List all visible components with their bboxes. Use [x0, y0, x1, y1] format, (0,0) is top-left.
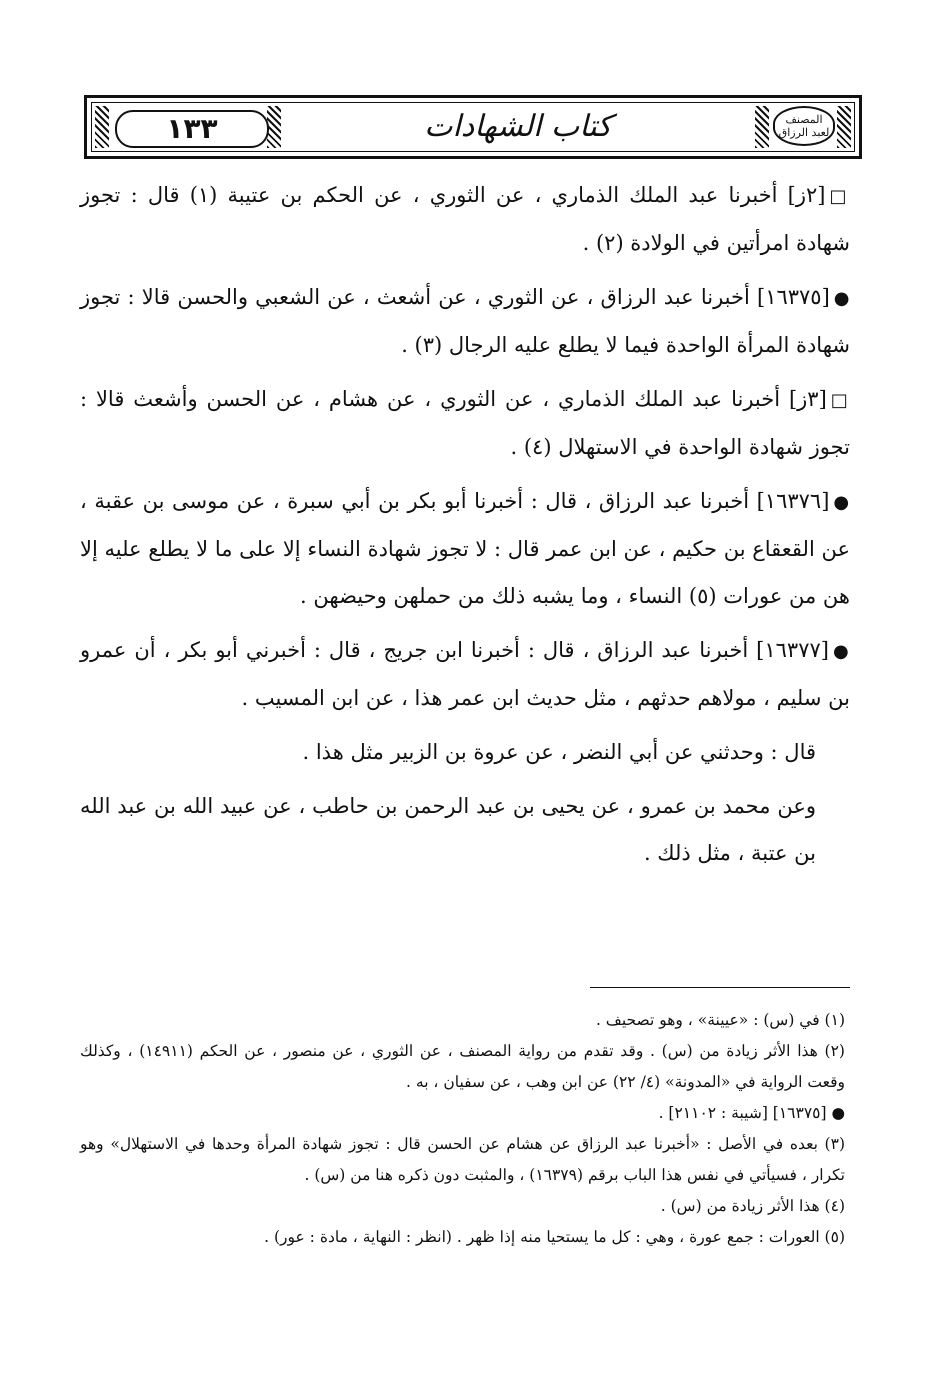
paragraph-text: [٢ز] أخبرنا عبد الملك الذماري ، عن الثوري ، عن الحكم بن عتيبة (١) قال : تجوز شهادة امرأتين في الولادة (٢) .: [80, 183, 850, 255]
footnote-2: (٢) هذا الأثر زيادة من (س) . وقد تقدم من رواية المصنف ، عن الثوري ، عن منصور ، عن الحكم (١٤٩١١) ، وكذلك وقعت الرواية في «المدونة» (٤/ ٢٢) عن ابن وهب ، عن سفيان ، به .: [80, 1042, 845, 1091]
paragraph-text: [١٦٣٧٦] أخبرنا عبد الرزاق ، قال : أخبرنا أبو بكر بن أبي سبرة ، عن موسى بن عقبة ، عن القعقاع بن حكيم ، عن ابن عمر قال : لا تجوز شهادة النساء إلا على ما لا يطلع عليه إلا هن من عورات (٥) النساء ، وما يشبه ذلك من حملهن وحيضهن .: [80, 489, 850, 608]
footnote-reference: ● [١٦٣٧٥] [شيبة : ٢١١٠٢] .: [658, 1104, 845, 1122]
ornament-left: [95, 106, 109, 148]
footnote-4: (٤) هذا الأثر زيادة من (س) .: [660, 1197, 845, 1215]
new-narration-marker: □: [829, 186, 850, 207]
page-number: ١٣٣: [115, 110, 269, 148]
footnotes: [80, 1005, 845, 1253]
paragraph-text: قال : وحدثني عن أبي النضر ، عن عروة بن الزبير مثل هذا .: [302, 740, 816, 764]
paragraph-1: [80, 172, 850, 267]
narration-bullet-marker: ●: [833, 492, 851, 513]
paragraph-text: وعن محمد بن عمرو ، عن يحيى بن عبد الرحمن بن حاطب ، عن عبيد الله بن عبد الله بن عتبة ، مثل ذلك .: [80, 794, 816, 865]
paragraph-2: [80, 274, 850, 369]
publisher-logo: المصنف لعبد الرزاق: [773, 106, 835, 146]
paragraph-7: [80, 783, 850, 877]
paragraph-4: [80, 478, 850, 620]
chapter-title: كتاب الشهادات: [424, 109, 612, 144]
new-narration-marker: □: [830, 390, 850, 411]
footnote-3: (٣) بعده في الأصل : «أخبرنا عبد الرزاق عن هشام عن الحسن قال : تجوز شهادة المرأة وحدها في الاستهلال» وهو تكرار ، فسيأتي في نفس هذا الباب برقم (١٦٣٧٩) ، والمثبت دون ذكره هنا من (س) .: [80, 1135, 845, 1184]
ornament-mid-left: [267, 106, 281, 148]
footnote-divider: [590, 987, 850, 988]
ornament-right: [837, 106, 851, 148]
narration-bullet-marker: ●: [833, 288, 850, 309]
main-text: [80, 172, 850, 884]
narration-bullet-marker: ●: [832, 641, 850, 662]
footnote-5: (٥) العورات : جمع عورة ، وهي : كل ما يستحيا منه إذا ظهر . (انظر : النهاية ، مادة : عور) .: [264, 1228, 845, 1246]
paragraph-text: [١٦٣٧٧] أخبرنا عبد الرزاق ، قال : أخبرنا ابن جريج ، قال : أخبرني أبو بكر ، أن عمرو بن سليم ، مولاهم حدثهم ، مثل حديث ابن عمر هذا ، عن ابن المسيب .: [80, 638, 850, 710]
paragraph-text: [٣ز] أخبرنا عبد الملك الذماري ، عن الثوري ، عن هشام ، عن الحسن وأشعث قالا : تجوز شهادة الواحدة في الاستهلال (٤) .: [80, 387, 850, 459]
ornament-mid-right: [755, 106, 769, 148]
paragraph-6: [80, 729, 850, 776]
paragraph-text: [١٦٣٧٥] أخبرنا عبد الرزاق ، عن الثوري ، عن أشعث ، عن الشعبي والحسن قالا : تجوز شهادة المرأة الواحدة فيما لا يطلع عليه الرجال (٣) .: [80, 285, 850, 357]
paragraph-5: [80, 627, 850, 722]
paragraph-3: [80, 376, 850, 471]
page-header: [84, 95, 862, 159]
footnote-1: (١) في (س) : «عيينة» ، وهو تصحيف .: [595, 1011, 845, 1029]
